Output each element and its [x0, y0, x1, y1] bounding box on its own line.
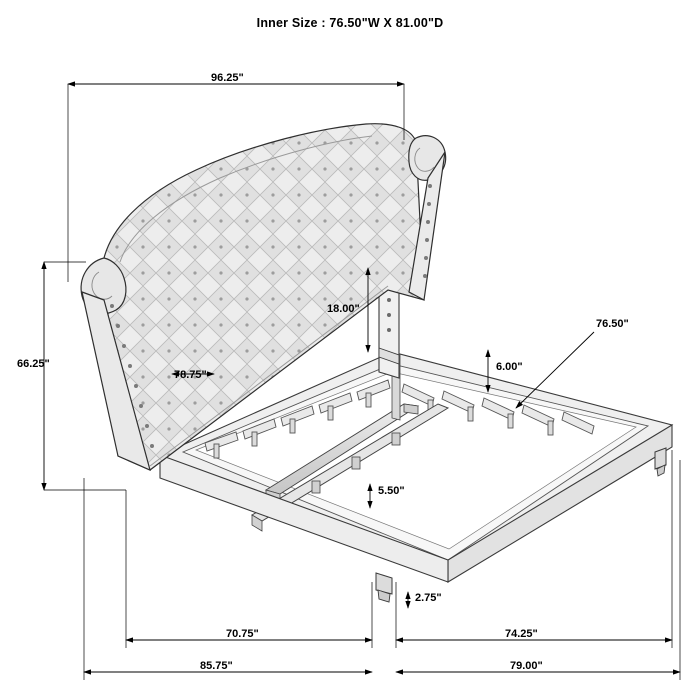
dim-label-inner-width-callout: 76.50"	[596, 318, 629, 330]
dim-label-center-rail-height: 5.50"	[378, 485, 405, 497]
dim-label-side-length-right: 74.25"	[505, 628, 538, 640]
bed-illustration	[81, 124, 672, 602]
dim-label-rail-to-headboard-top: 18.00"	[327, 303, 360, 315]
page-title: Inner Size : 76.50"W X 81.00"D	[256, 16, 444, 30]
dim-label-foot-height: 2.75"	[415, 592, 442, 604]
dim-label-overall-length-left: 85.75"	[200, 660, 233, 672]
dim-label-side-length-left: 70.75"	[226, 628, 259, 640]
dim-label-slat-support-height: 6.00"	[496, 361, 523, 373]
dim-label-headboard-height: 66.25"	[17, 358, 50, 370]
dim-label-headboard-panel-width: 78.75"	[174, 369, 207, 381]
leg-right	[655, 448, 666, 476]
dim-label-overall-length-right: 79.00"	[510, 660, 543, 672]
leg-front-center	[376, 573, 392, 602]
dim-label-overall-width-top: 96.25"	[211, 72, 244, 84]
